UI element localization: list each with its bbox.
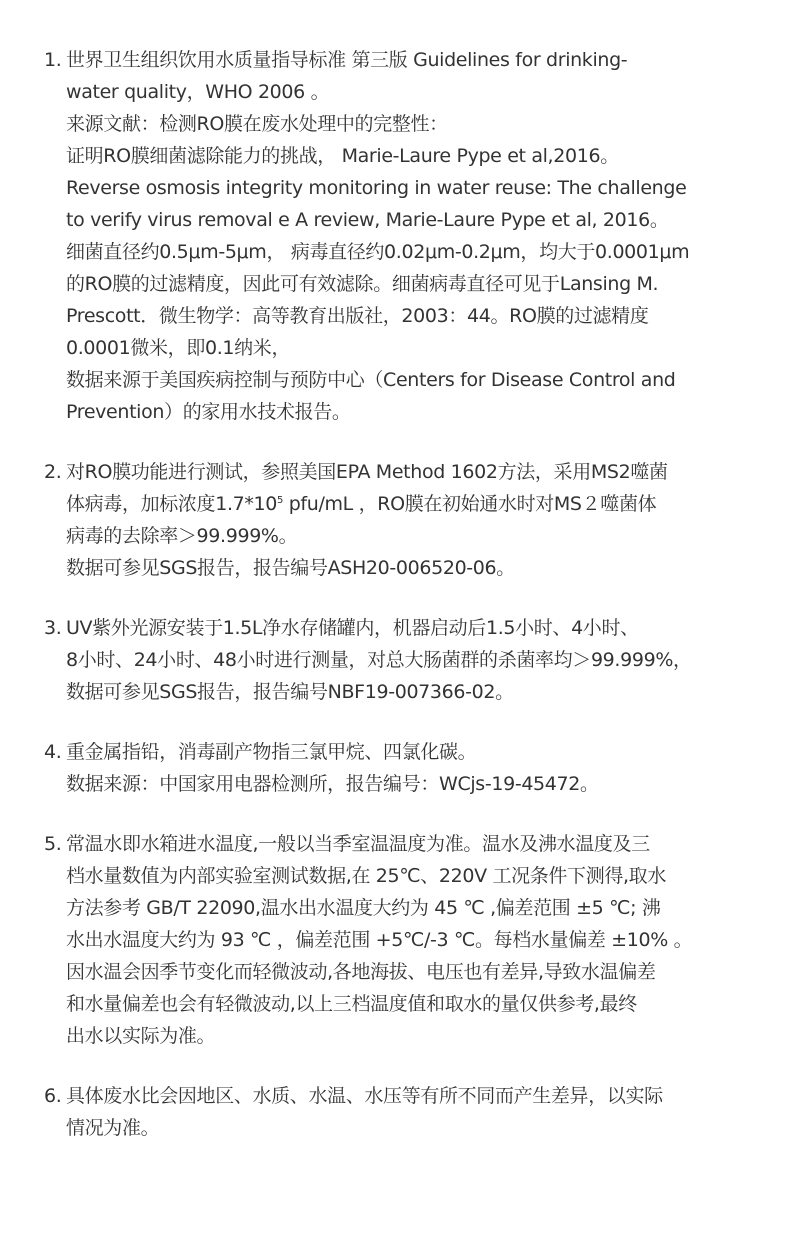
footnote-line: 和水量偏差也会有轻微波动,以上三档温度值和取水的量仅供参考,最终	[66, 993, 637, 1015]
footnote-4	[44, 736, 754, 800]
footnote-number: 2.	[44, 461, 62, 483]
footnote-number: 3.	[44, 617, 62, 639]
footnote-line: 细菌直径约0.5μm-5μm， 病毒直径约0.02μm-0.2μm，均大于0.0001μm	[66, 241, 690, 263]
footnote-number: 1.	[44, 49, 62, 71]
footnote-line: 数据可参见SGS报告，报告编号ASH20-006520-06。	[66, 557, 515, 579]
footnote-line: 的RO膜的过滤精度，因此可有效滤除。细菌病毒直径可见于Lansing M.	[66, 273, 659, 295]
footnote-line: 具体废水比会因地区、水质、水温、水压等有所不同而产生差异，以实际	[66, 1085, 663, 1107]
footnote-number: 6.	[44, 1085, 62, 1107]
footnote-line: 情况为准。	[66, 1117, 160, 1139]
footnote-line: 证明RO膜细菌滤除能力的挑战， Marie-Laure Pype et al,2016。	[66, 145, 619, 167]
footnote-line: water quality，WHO 2006 。	[66, 81, 330, 103]
footnote-number: 5.	[44, 833, 62, 855]
footnote-line: 水出水温度大约为 93 ℃ ，偏差范围 +5℃/-3 ℃。每档水量偏差 ±10% 。	[66, 929, 693, 951]
superscript-exponent: 5	[277, 495, 284, 506]
footnote-line: 数据来源：中国家用电器检测所，报告编号：WCjs-19-45472。	[66, 773, 599, 795]
footnote-number: 4.	[44, 741, 62, 763]
footnote-line: 8小时、24小时、48小时进行测量，对总大肠菌群的杀菌率均＞99.999%，	[66, 649, 692, 671]
footnote-line: 体病毒，加标浓度$1.7*10^5$ pfu/mL ，RO膜在初始通水时对MS２噬菌体	[66, 493, 657, 515]
footnote-line: 数据可参见SGS报告，报告编号NBF19-007366-02。	[66, 681, 514, 703]
footnote-line: 档水量数值为内部实验室测试数据,在 25℃、220V 工况条件下测得,取水	[66, 865, 666, 887]
footnote-line: 重金属指铅，消毒副产物指三氯甲烷、四氯化碳。	[66, 741, 477, 763]
footnote-line: 世界卫生组织饮用水质量指导标准 第三版 Guidelines for drinking-	[66, 49, 628, 71]
footnote-line: 因水温会因季节变化而轻微波动,各地海拔、电压也有差异,导致水温偏差	[66, 961, 656, 983]
footnote-1	[44, 44, 754, 428]
footnote-line: 数据来源于美国疾病控制与预防中心（Centers for Disease Control and	[66, 369, 676, 391]
footnote-2	[44, 456, 754, 584]
footnote-line: 来源文献：检测RO膜在废水处理中的完整性：	[66, 113, 448, 135]
footnotes-document	[44, 44, 754, 1144]
footnote-line: 方法参考 GB/T 22090,温水出水温度大约为 45 ℃ ,偏差范围 ±5 ℃; 沸	[66, 897, 661, 919]
footnote-6	[44, 1080, 754, 1144]
footnote-line: to verify virus removal e A review, Marie-Laure Pype et al, 2016。	[66, 209, 669, 231]
footnote-line: 出水以实际为准。	[66, 1025, 216, 1047]
footnote-line: Prescott．微生物学：高等教育出版社，2003：44。RO膜的过滤精度	[66, 305, 649, 327]
footnote-3	[44, 612, 754, 708]
footnote-line: Prevention）的家用水技术报告。	[66, 401, 351, 423]
footnote-5	[44, 828, 754, 1052]
footnote-line: Reverse osmosis integrity monitoring in water reuse: The challenge	[66, 177, 687, 199]
footnote-line: UV紫外光源安装于1.5L净水存储罐内，机器启动后1.5小时、4小时、	[66, 617, 639, 639]
footnote-line: 常温水即水箱进水温度,一般以当季室温温度为准。温水及沸水温度及三	[66, 833, 650, 855]
footnote-line: 0.0001微米，即0.1纳米，	[66, 337, 291, 359]
footnote-line: 病毒的去除率＞99.999%。	[66, 525, 298, 547]
footnote-line: 对RO膜功能进行测试，参照美国EPA Method 1602方法，采用MS2噬菌	[66, 461, 668, 483]
